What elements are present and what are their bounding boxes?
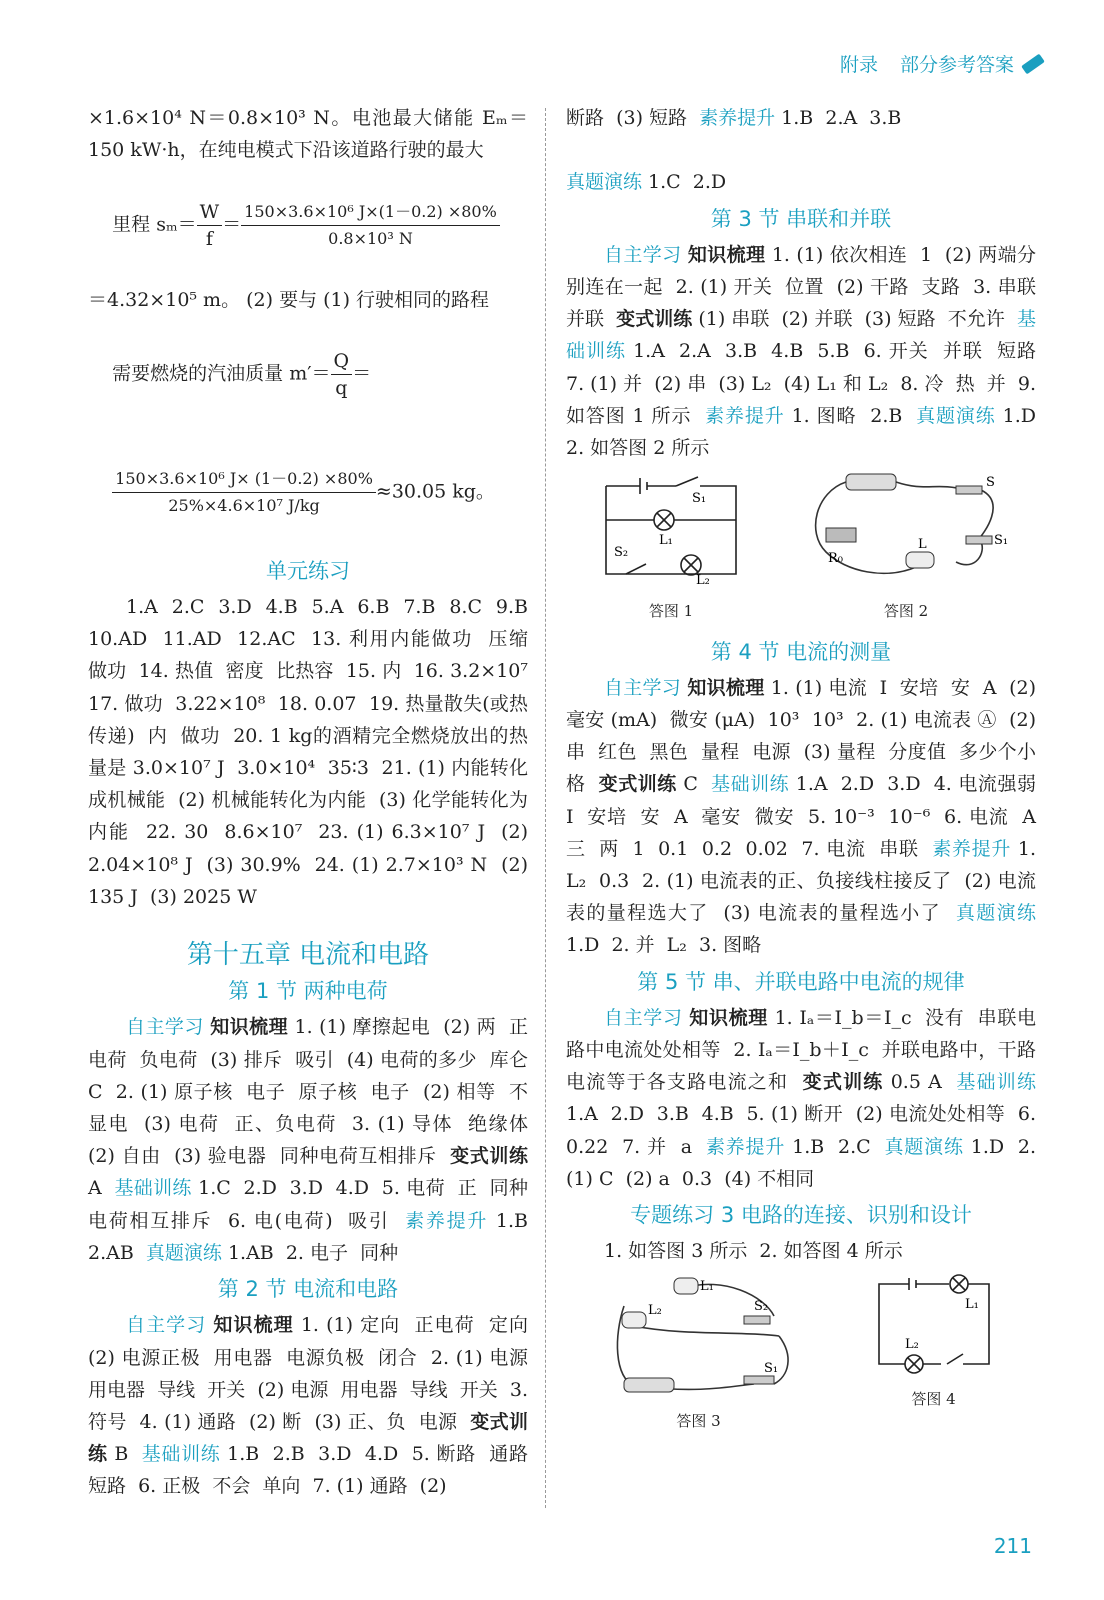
section-answers bbox=[566, 102, 1036, 199]
formula-line bbox=[88, 433, 528, 550]
figure-3 bbox=[604, 1276, 794, 1437]
numerator: 150×3.6×10⁶ J×(1－0.2) ×80% bbox=[241, 199, 500, 226]
text: 1.AB 2. 电子 同种 bbox=[221, 1241, 399, 1264]
text: 1.B 2.AB bbox=[88, 1209, 541, 1264]
section-answers bbox=[566, 239, 1049, 464]
text: 1.B 2.C bbox=[785, 1135, 885, 1158]
text: 1. Iₐ＝I_b＝I_c 没有 串联电路中电流处处相等 2. Iₐ＝I_b＋I_c 并联电路中，干路电流等于各支路电流之和 bbox=[566, 1006, 1036, 1094]
circuit-diagram bbox=[596, 472, 746, 589]
text: 1.C 2.D bbox=[642, 171, 727, 194]
header-appendix: 附录 bbox=[839, 54, 878, 76]
bulb-icon bbox=[674, 1278, 698, 1294]
label-s1: S₁ bbox=[763, 1360, 778, 1376]
fraction bbox=[112, 466, 376, 519]
label-s: S bbox=[986, 475, 995, 491]
circuit-photo-drawing bbox=[806, 472, 1009, 584]
fraction bbox=[331, 348, 353, 401]
text: 里程 sₘ＝ bbox=[112, 213, 197, 236]
text: 1. (1) 电流 I 安培 安 A (2) 毫安 (mA) 微安 (μA) 10³ 10³ 2. (1) 电流表 Ⓐ (2) 串 红色 黑色 量程 电源 (3) 量程 分度值 多少个小格 bbox=[566, 676, 1043, 796]
switch-icon bbox=[744, 1316, 770, 1324]
text-line: ＝4.32×10⁵ m。 (2) 要与 (1) 行驶相同的路程 bbox=[88, 288, 490, 311]
figure-row bbox=[566, 1276, 1036, 1437]
tag-label: 自主学习 bbox=[126, 1016, 204, 1039]
label-s2: S₂ bbox=[614, 545, 629, 561]
figure-4 bbox=[869, 1276, 999, 1437]
tag-label: 知识梳理 bbox=[210, 1016, 289, 1039]
column-divider bbox=[545, 108, 546, 1508]
numerator: W bbox=[197, 199, 223, 226]
tag-label: 变式训练 bbox=[598, 773, 677, 796]
tag-label: 自主学习 bbox=[126, 1314, 207, 1337]
section-title: 第 5 节 串、并联电路中电流的规律 bbox=[637, 969, 965, 994]
text: 0.5 A bbox=[883, 1071, 957, 1094]
tag-label: 知识梳理 bbox=[213, 1314, 294, 1337]
left-column bbox=[88, 102, 541, 1503]
fraction bbox=[197, 199, 223, 252]
tag-label: 真题演练 bbox=[884, 1135, 964, 1158]
text: 1.B 2.A 3.B bbox=[775, 107, 902, 129]
switch-icon bbox=[956, 486, 982, 494]
formula-line bbox=[88, 166, 528, 283]
text: 1.B 2.B 3.D 4.D 5. 断路 通路 短路 6. 正极 不会 单向 7. (1) 通路 (2) bbox=[88, 1443, 541, 1498]
tag-label: 素养提升 bbox=[705, 404, 785, 427]
figure-caption: 答图 3 bbox=[676, 1411, 721, 1430]
bulb-icon bbox=[906, 552, 934, 568]
tag-label: 素养提升 bbox=[405, 1209, 489, 1232]
text: ＝ bbox=[352, 362, 372, 385]
tag-label: 真题演练 bbox=[145, 1241, 222, 1264]
tag-label: 知识梳理 bbox=[687, 243, 766, 266]
figure-2 bbox=[806, 472, 1009, 627]
tag-label: 变式训练 bbox=[88, 1410, 528, 1466]
text: B bbox=[107, 1443, 142, 1466]
label-l2: L₂ bbox=[904, 1336, 919, 1352]
text: 1. L₂ 0.3 2. (1) 电流表的正、负接线柱接反了 (2) 电流表的量程选大了 (3) 电流表的量程选小了 bbox=[566, 837, 1043, 925]
section-answers: 1. 如答图 3 所示 2. 如答图 4 所示 bbox=[604, 1240, 903, 1263]
text: 1. (1) 依次相连 1 (2) 两端分别连在一起 2. (1) 开关 位置 (2) 干路 支路 3. 串联 并联 bbox=[566, 243, 1049, 331]
section-answers bbox=[566, 672, 1049, 962]
section-title: 第 2 节 电流和电路 bbox=[217, 1277, 399, 1302]
tag-label: 素养提升 bbox=[932, 837, 1012, 860]
denominator: f bbox=[205, 227, 213, 250]
page-header bbox=[840, 50, 1044, 77]
tag-label: 变式训练 bbox=[616, 308, 693, 331]
figure-1 bbox=[596, 472, 746, 627]
chapter-title: 第十五章 电流和电路 bbox=[186, 940, 430, 971]
label-l1: L₁ bbox=[699, 1278, 714, 1294]
label-r0: R₀ bbox=[828, 551, 843, 567]
text: 1.D 2. 如答图 2 所示 bbox=[566, 404, 1049, 460]
switch-icon bbox=[744, 1376, 774, 1384]
circuit-diagram bbox=[869, 1276, 999, 1372]
header-title: 部分参考答案 bbox=[899, 54, 1014, 76]
text: 1.A 2.D 3.B 4.B 5. (1) 断开 (2) 电流处处相等 6. 0.22 7. 并 a bbox=[566, 1071, 1043, 1158]
label-l: L bbox=[918, 537, 927, 553]
tag-label: 基础训练 bbox=[711, 773, 790, 796]
denominator: q bbox=[335, 377, 348, 400]
formula-line bbox=[88, 316, 528, 433]
denominator: 0.8×10³ N bbox=[328, 228, 413, 248]
unit-answers: 1.A 2.C 3.D 4.B 5.A 6.B 7.B 8.C 9.B 10.AD 11.AD 12.AC 13. 利用内能做功 压缩 做功 14. 热值 密度 比热容 15. 内 16. 3.2×10⁷ 17. 做功 3.22×10⁸ 18. 0.07 19. 热量散失(或热传递) 内 做功 20. 1 kg的酒精完全燃烧放出的热量是 3.0×10⁷ J 3.0×10⁴ 35∶3 21. (1) 内能转化成机械能 (2) 机械能转化为内能 (3) 化学能转化为内能 22. 30 8.6×10⁷ 23. (1) 6.3×10⁷ J (2) 2.04×10⁸ J (3) 30.9% 24. (1) 2.7×10³ N (2) 135 J (3) 2025 W bbox=[88, 596, 541, 908]
text: 1. 图略 2.B bbox=[784, 404, 917, 427]
label-l1: L₁ bbox=[964, 1296, 979, 1312]
figure-caption: 答图 4 bbox=[911, 1389, 956, 1408]
label-l2: L₂ bbox=[647, 1302, 662, 1318]
tag-label: 素养提升 bbox=[699, 107, 776, 129]
text: 1.C 2.D 3.D 4.D 5. 电荷 正 同种电荷相互排斥 6. 电(电荷) 吸引 bbox=[88, 1177, 528, 1232]
section-title: 第 1 节 两种电荷 bbox=[228, 979, 388, 1004]
switch-icon bbox=[966, 536, 992, 544]
figure-row bbox=[566, 472, 1036, 627]
pencil-icon bbox=[1021, 53, 1045, 74]
section-answers bbox=[566, 1002, 1043, 1195]
tag-label: 基础训练 bbox=[956, 1071, 1036, 1094]
tag-label: 真题演练 bbox=[955, 902, 1036, 925]
text: 1.A 2.A 3.B 4.B 5.B 6. 开关 并联 短路 7. (1) 并 (2) 串 (3) L₂ (4) L₁ 和 L₂ 8. 冷 热 并 9. 如答图 1 所示 bbox=[566, 340, 1049, 427]
text-line: ×1.6×10⁴ N＝0.8×10³ N。电池最大储能 Eₘ＝150 kW·h，在纯电模式下沿该道路行驶的最大 bbox=[88, 107, 528, 162]
battery-icon bbox=[846, 474, 896, 490]
label-l2: L₂ bbox=[696, 573, 710, 589]
text: ＝ bbox=[222, 213, 242, 236]
numerator: Q bbox=[331, 348, 353, 375]
circuit-photo-drawing bbox=[604, 1276, 794, 1394]
text: 1. (1) 摩擦起电 (2) 两 正电荷 负电荷 (3) 排斥 吸引 (4) 电荷的多少 库仑 C 2. (1) 原子核 电子 原子核 电子 (2) 相等 不显电 (3) 电荷 正、负电荷 3. (1) 导体 绝缘体 (2) 自由 (3) 验电器 同种电荷互相排斥 bbox=[88, 1016, 541, 1168]
tag-label: 真题演练 bbox=[566, 171, 643, 194]
right-column bbox=[566, 102, 1049, 1445]
numerator: 150×3.6×10⁶ J× (1－0.2) ×80% bbox=[112, 466, 376, 493]
text: A bbox=[88, 1145, 535, 1200]
tag-label: 知识梳理 bbox=[687, 676, 765, 699]
label-s2: S₂ bbox=[753, 1298, 768, 1314]
text: 1.D 2. (1) C (2) a 0.3 (4) 不相同 bbox=[566, 1135, 1043, 1190]
section-title: 专题练习 3 电路的连接、识别和设计 bbox=[630, 1203, 972, 1228]
bulb-icon bbox=[622, 1312, 646, 1328]
label-s1: S₁ bbox=[994, 533, 1009, 549]
section-title: 第 4 节 电流的测量 bbox=[710, 639, 892, 664]
unit-title: 单元练习 bbox=[266, 558, 350, 583]
tag-label: 基础训练 bbox=[566, 308, 1036, 363]
label-s1: S₁ bbox=[692, 491, 707, 507]
denominator: 25%×4.6×10⁷ J/kg bbox=[168, 495, 320, 515]
text: 1.D 2. 并 L₂ 3. 图略 bbox=[566, 902, 1043, 957]
resistor-icon bbox=[826, 528, 856, 542]
section-answers bbox=[88, 1309, 541, 1502]
section-title: 第 3 节 串联和并联 bbox=[710, 206, 892, 231]
section-answers bbox=[88, 1011, 541, 1269]
battery-icon bbox=[624, 1378, 674, 1392]
tag-label: 真题演练 bbox=[916, 404, 996, 427]
tag-label: 自主学习 bbox=[604, 676, 682, 699]
tag-label: 自主学习 bbox=[604, 243, 682, 266]
text: (1) 串联 (2) 并联 (3) 短路 不允许 bbox=[692, 308, 1017, 331]
label-l1: L₁ bbox=[659, 533, 673, 549]
text: 1. (1) 定向 正电荷 定向 (2) 电源正极 用电器 电源负极 闭合 2. (1) 电源 用电器 导线 开关 (2) 电源 用电器 导线 开关 3. 符号 4. (1) 通路 (2) 断 (3) 正、负 电源 bbox=[88, 1314, 541, 1433]
text: 断路 (3) 短路 bbox=[566, 107, 700, 129]
text: 1.A 2.D 3.D 4. 电流强弱 I 安培 安 A 毫安 微安 5. 10⁻³ 10⁻⁶ 6. 电流 A 三 两 1 0.1 0.2 0.02 7. 电流 串联 bbox=[566, 773, 1049, 860]
text: C bbox=[676, 773, 712, 796]
text: 需要燃烧的汽油质量 m′＝ bbox=[112, 362, 331, 385]
text: ≈30.05 kg。 bbox=[375, 480, 495, 503]
tag-label: 变式训练 bbox=[450, 1145, 528, 1168]
tag-label: 素养提升 bbox=[705, 1135, 786, 1158]
figure-caption: 答图 2 bbox=[883, 602, 929, 621]
tag-label: 知识梳理 bbox=[689, 1006, 768, 1029]
page-number: 211 bbox=[993, 1534, 1032, 1558]
tag-label: 变式训练 bbox=[802, 1071, 884, 1094]
tag-label: 自主学习 bbox=[604, 1006, 683, 1029]
figure-caption: 答图 1 bbox=[648, 602, 694, 621]
tag-label: 基础训练 bbox=[114, 1177, 192, 1200]
fraction bbox=[241, 199, 500, 252]
tag-label: 基础训练 bbox=[141, 1443, 221, 1466]
